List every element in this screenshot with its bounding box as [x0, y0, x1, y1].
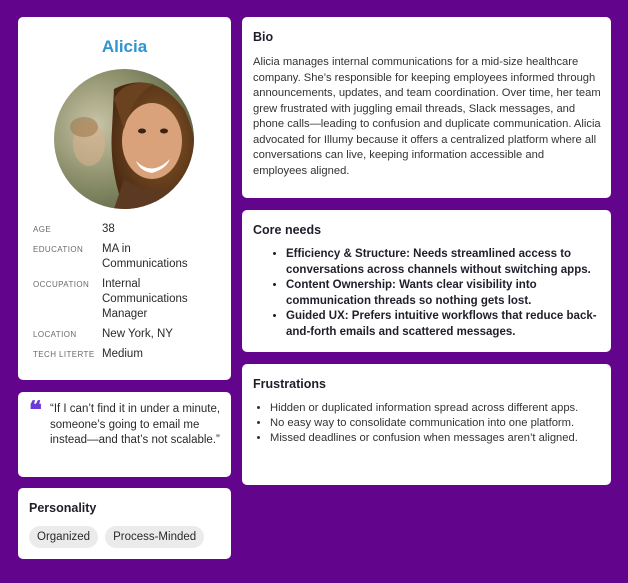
list-item: • Guided UX: Prefers intuitive workflows that reduce back-and-forth emails and scattered messages.: [286, 309, 616, 340]
avatar-photo: [54, 69, 194, 209]
fact-row-tech-literacy: [33, 347, 223, 362]
core-needs-list: [270, 247, 616, 340]
fact-value: 38: [102, 223, 115, 235]
frustrations-card: [242, 364, 611, 485]
personality-tag: Process-Minded: [105, 526, 204, 548]
fact-row-education: [33, 242, 223, 272]
profile-facts: [33, 222, 223, 367]
bio-card: [242, 17, 611, 198]
fact-label: AGE: [33, 225, 52, 234]
fact-label: EDUCATION: [33, 245, 84, 254]
personality-tags: [29, 526, 204, 548]
fact-label: TECH LITERTE: [33, 350, 95, 359]
personality-card: [18, 488, 231, 559]
quote-card: [18, 392, 231, 477]
quote-icon: ❝: [29, 395, 42, 424]
list-item: • Content Ownership: Wants clear visibility into communication threads so nothing gets lost.: [286, 278, 616, 309]
frustrations-title: Frustrations: [253, 377, 326, 391]
personality-tag: Organized: [29, 526, 98, 548]
fact-label: LOCATION: [33, 330, 77, 339]
list-item: • No easy way to consolidate communication into one platform.: [270, 416, 615, 431]
avatar: [54, 69, 194, 209]
profile-card: [18, 17, 231, 380]
fact-label: OCCUPATION: [33, 280, 90, 289]
fact-value: New York, NY: [102, 328, 173, 340]
core-needs-card: [242, 210, 611, 352]
fact-row-location: [33, 327, 223, 342]
quote-text: “If I can’t find it in under a minute, someone’s going to email me instead—and that’s not scalable.”: [50, 403, 221, 446]
fact-value: Internal Communications Manager: [102, 278, 188, 320]
personality-title: Personality: [29, 501, 97, 515]
core-needs-title: Core needs: [253, 223, 322, 237]
frustrations-list: [254, 401, 615, 446]
fact-value: MA in Communications: [102, 243, 188, 270]
fact-value: Medium: [102, 348, 143, 360]
bio-text: Alicia manages internal communications for a mid-size healthcare company. She’s responsible for keeping employees informed through announcements, updates, and team coordination. Over time, her team grew frustrated with juggling email threads, Slack messages, and phone calls—leading to confusion and duplicate communication. Alicia advocated for Illumy because it offers a centralized platform where all conversations can live, keeping information accessible and employees aligned.: [253, 56, 601, 177]
fact-row-occupation: [33, 277, 223, 322]
list-item: • Hidden or duplicated information spread across different apps.: [270, 401, 615, 416]
persona-name: Alicia: [101, 37, 148, 56]
bio-title: Bio: [253, 30, 274, 44]
list-item: • Missed deadlines or confusion when messages aren’t aligned.: [270, 431, 615, 446]
fact-row-age: [33, 222, 223, 237]
list-item: • Efficiency & Structure: Needs streamlined access to conversations across channels without switching apps.: [286, 247, 616, 278]
